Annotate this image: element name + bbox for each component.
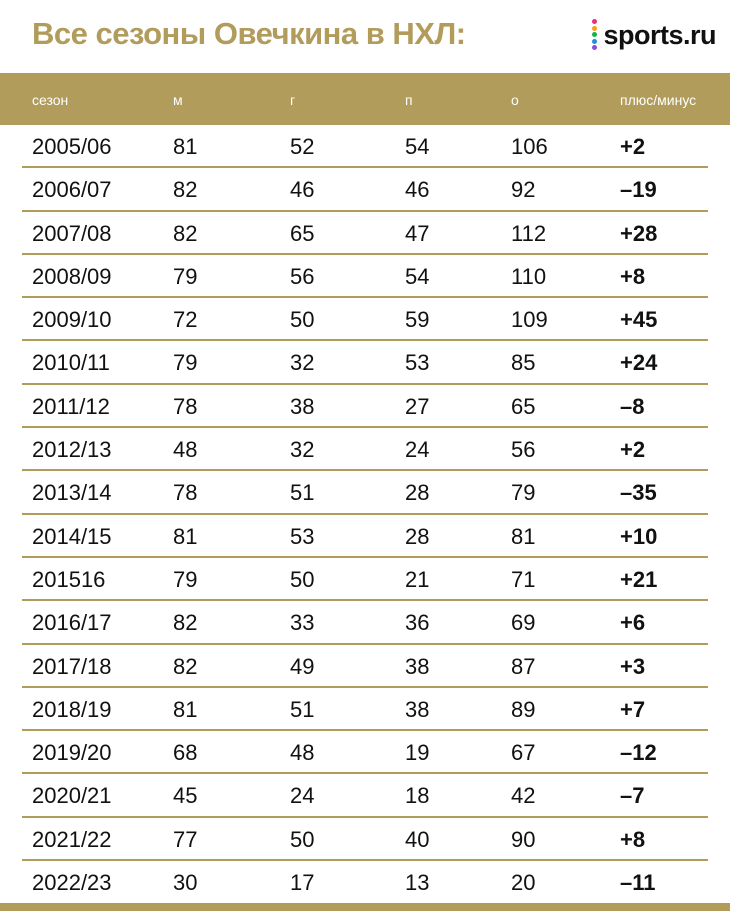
- cell-goals: 38: [290, 393, 315, 419]
- logo-dot: [592, 19, 597, 24]
- cell-goals: 50: [290, 307, 315, 333]
- column-header-goals: г: [290, 92, 296, 108]
- cell-assists: 46: [405, 177, 430, 203]
- logo-dot: [592, 32, 597, 37]
- table-row: [0, 774, 730, 817]
- cell-plus-minus: +8: [620, 826, 646, 852]
- cell-plus-minus: +28: [620, 220, 658, 246]
- cell-points: 112: [511, 220, 547, 246]
- cell-games: 82: [173, 177, 198, 203]
- cell-plus-minus: +3: [620, 653, 646, 679]
- cell-games: 45: [173, 783, 198, 809]
- cell-goals: 32: [290, 437, 315, 463]
- cell-season: 2009/10: [32, 307, 112, 333]
- cell-games: 78: [173, 480, 198, 506]
- cell-points: 85: [511, 350, 536, 376]
- logo-dot: [592, 39, 597, 44]
- column-header-points: о: [511, 92, 519, 108]
- table-row: [0, 255, 730, 298]
- cell-season: 2006/07: [32, 177, 112, 203]
- cell-plus-minus: –12: [620, 740, 657, 766]
- cell-games: 82: [173, 610, 198, 636]
- cell-season: 2007/08: [32, 220, 112, 246]
- cell-assists: 18: [405, 783, 430, 809]
- cell-points: 67: [511, 740, 536, 766]
- logo-dot: [592, 26, 597, 31]
- cell-games: 79: [173, 263, 198, 289]
- cell-assists: 19: [405, 740, 430, 766]
- cell-assists: 38: [405, 696, 430, 722]
- cell-assists: 28: [405, 523, 430, 549]
- cell-goals: 32: [290, 350, 315, 376]
- cell-goals: 53: [290, 523, 315, 549]
- cell-games: 79: [173, 566, 198, 592]
- cell-plus-minus: –7: [620, 783, 645, 809]
- header: [0, 0, 730, 72]
- cell-goals: 52: [290, 134, 315, 159]
- cell-assists: 38: [405, 653, 430, 679]
- table-row: [0, 212, 730, 255]
- cell-points: 87: [511, 653, 536, 679]
- cell-games: 81: [173, 523, 198, 549]
- cell-plus-minus: +7: [620, 696, 646, 722]
- cell-plus-minus: +2: [620, 134, 646, 159]
- cell-assists: 21: [405, 566, 430, 592]
- table-row: [0, 645, 730, 688]
- cell-season: 2022/23: [32, 870, 112, 896]
- cell-games: 82: [173, 653, 198, 679]
- cell-points: 106: [511, 134, 548, 159]
- sports-ru-logo: [591, 18, 716, 52]
- cell-plus-minus: +24: [620, 350, 658, 376]
- column-header-games: м: [173, 92, 183, 108]
- cell-points: 42: [511, 783, 536, 809]
- cell-season: 2013/14: [32, 480, 112, 506]
- cell-points: 109: [511, 307, 548, 333]
- cell-plus-minus: –8: [620, 393, 645, 419]
- cell-assists: 47: [405, 220, 430, 246]
- cell-games: 79: [173, 350, 198, 376]
- cell-plus-minus: –19: [620, 177, 657, 203]
- cell-goals: 49: [290, 653, 315, 679]
- cell-goals: 56: [290, 263, 315, 289]
- cell-games: 81: [173, 134, 198, 159]
- cell-season: 2005/06: [32, 134, 112, 159]
- cell-season: 2016/17: [32, 610, 112, 636]
- cell-plus-minus: –11: [620, 870, 656, 896]
- cell-assists: 54: [405, 134, 430, 159]
- cell-points: 90: [511, 826, 536, 852]
- column-header-season: сезон: [32, 92, 69, 108]
- logo-text: sports.ru: [603, 19, 716, 50]
- cell-assists: 36: [405, 610, 430, 636]
- cell-assists: 59: [405, 307, 430, 333]
- cell-plus-minus: +10: [620, 523, 658, 549]
- cell-assists: 24: [405, 437, 430, 463]
- cell-plus-minus: –35: [620, 480, 657, 506]
- column-header-plus-minus: плюс/минус: [620, 92, 697, 108]
- cell-season: 2014/15: [32, 523, 112, 549]
- cell-season: 201516: [32, 566, 106, 592]
- cell-goals: 33: [290, 610, 315, 636]
- cell-plus-minus: +21: [620, 566, 658, 592]
- table-row: [0, 731, 730, 774]
- cell-goals: 65: [290, 220, 315, 246]
- table-row: [0, 601, 730, 644]
- cell-points: 81: [511, 523, 536, 549]
- column-header-assists: п: [405, 92, 413, 108]
- cell-goals: 24: [290, 783, 315, 809]
- cell-assists: 28: [405, 480, 430, 506]
- cell-points: 110: [511, 263, 547, 289]
- cell-assists: 53: [405, 350, 430, 376]
- cell-assists: 54: [405, 263, 430, 289]
- cell-assists: 40: [405, 826, 430, 852]
- cell-games: 82: [173, 220, 198, 246]
- cell-games: 68: [173, 740, 198, 766]
- table-row: [0, 688, 730, 731]
- cell-plus-minus: +45: [620, 307, 658, 333]
- cell-games: 72: [173, 307, 198, 333]
- cell-season: 2021/22: [32, 826, 112, 852]
- cell-plus-minus: +2: [620, 437, 646, 463]
- cell-goals: 46: [290, 177, 315, 203]
- cell-plus-minus: +8: [620, 263, 646, 289]
- cell-points: 65: [511, 393, 536, 419]
- table-row: [0, 471, 730, 514]
- logo-dots-icon: [591, 19, 599, 51]
- cell-games: 48: [173, 437, 198, 463]
- cell-points: 56: [511, 437, 536, 463]
- cell-goals: 50: [290, 826, 315, 852]
- bottom-divider: [0, 903, 730, 911]
- table-row: [0, 818, 730, 861]
- cell-points: 92: [511, 177, 536, 203]
- table-row: [0, 861, 730, 904]
- cell-points: 79: [511, 480, 536, 506]
- table-row: [0, 298, 730, 341]
- cell-games: 77: [173, 826, 198, 852]
- cell-games: 81: [173, 696, 198, 722]
- cell-games: 78: [173, 393, 198, 419]
- cell-season: 2017/18: [32, 653, 112, 679]
- cell-points: 71: [511, 566, 536, 592]
- page-title: Все сезоны Овечкина в НХЛ:: [32, 16, 466, 51]
- table-row: [0, 341, 730, 384]
- cell-assists: 27: [405, 393, 430, 419]
- cell-points: 89: [511, 696, 536, 722]
- cell-season: 2008/09: [32, 263, 112, 289]
- cell-season: 2010/11: [32, 350, 110, 376]
- cell-goals: 17: [290, 870, 315, 896]
- cell-season: 2012/13: [32, 437, 112, 463]
- table-row: [0, 385, 730, 428]
- table-row: [0, 168, 730, 211]
- cell-plus-minus: +6: [620, 610, 646, 636]
- cell-points: 69: [511, 610, 536, 636]
- table-row: [0, 125, 730, 168]
- cell-season: 2018/19: [32, 696, 112, 722]
- table-row: [0, 558, 730, 601]
- table-body: [0, 125, 730, 904]
- table-header: [0, 73, 730, 125]
- cell-goals: 51: [290, 696, 315, 722]
- cell-games: 30: [173, 870, 198, 896]
- cell-goals: 50: [290, 566, 315, 592]
- cell-goals: 48: [290, 740, 315, 766]
- cell-points: 20: [511, 870, 536, 896]
- table-row: [0, 515, 730, 558]
- cell-season: 2020/21: [32, 783, 112, 809]
- table-row: [0, 428, 730, 471]
- cell-season: 2019/20: [32, 740, 112, 766]
- logo-dot: [592, 45, 597, 50]
- cell-season: 2011/12: [32, 393, 110, 419]
- cell-goals: 51: [290, 480, 315, 506]
- cell-assists: 13: [405, 870, 430, 896]
